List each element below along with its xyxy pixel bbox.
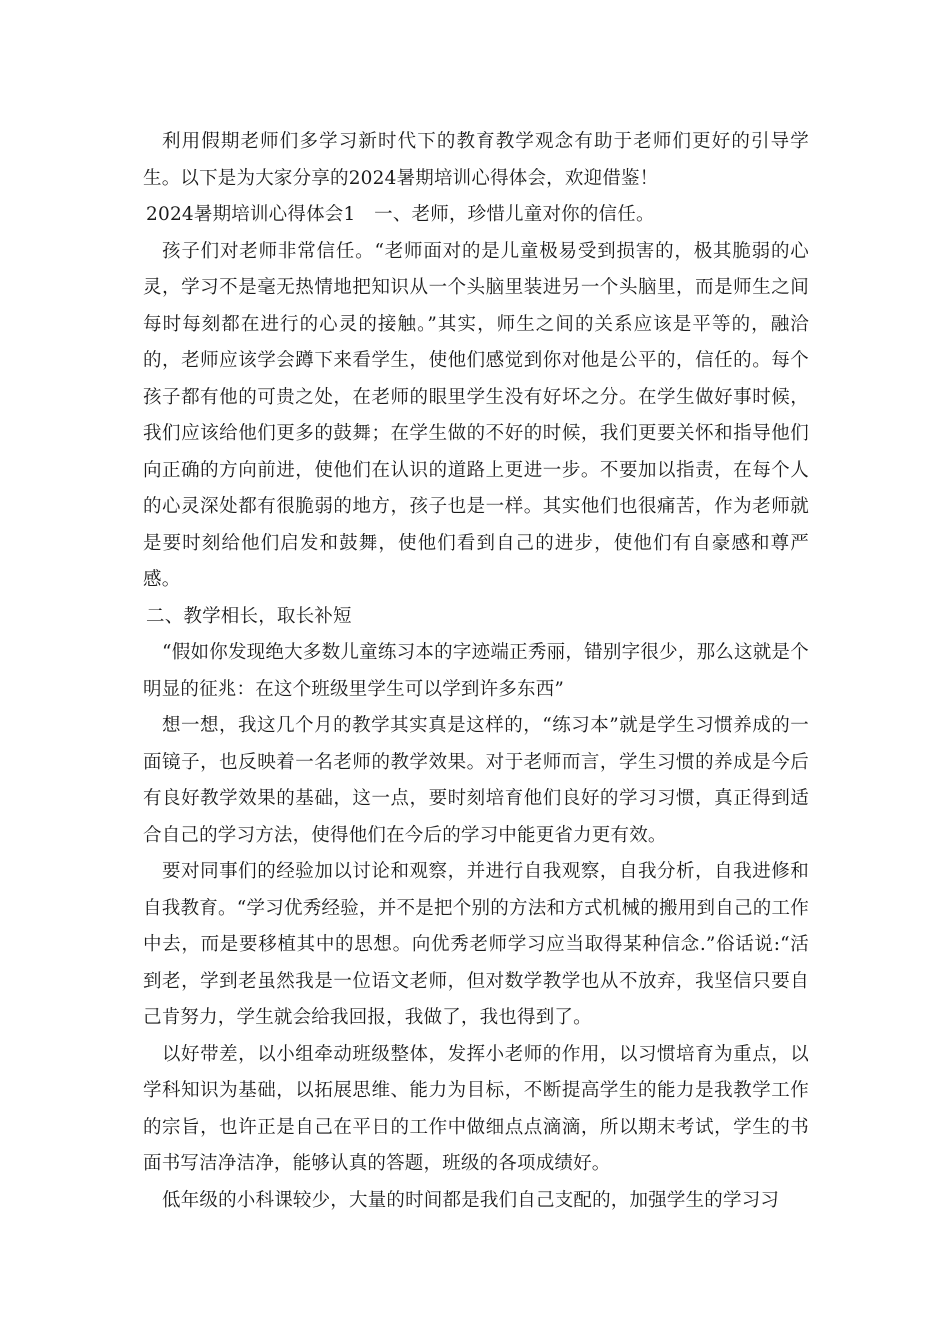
quote-paragraph: “假如你发现绝大多数儿童练习本的字迹端正秀丽，错别字很少，那么这就是个明显的征兆：在这个班级里学生可以学到许多东西” — [143, 642, 809, 700]
body-paragraph: 想一想，我这几个月的教学其实真是这样的，“练习本”就是学生习惯养成的一面镜子，也反映着一名老师的教学效果。对于老师而言，学生习惯的养成是今后有良好教学效果的基础，这一点，要时刻培育他们良好的学习习惯，真正得到适合自己的学习方法，使得他们在今后的学习中能更省力更有效。 — [143, 715, 809, 846]
document-body — [143, 124, 809, 1219]
intro-paragraph: 利用假期老师们多学习新时代下的教育教学观念有助于老师们更好的引导学生。以下是为大家分享的2024暑期培训心得体会，欢迎借鉴！ — [143, 131, 809, 189]
body-paragraph: 低年级的小科课较少，大量的时间都是我们自己支配的，加强学生的学习习 — [162, 1189, 780, 1211]
section-heading-1: 2024暑期培训心得体会1 一、老师，珍惜儿童对你的信任。 — [146, 204, 655, 225]
body-paragraph: 孩子们对老师非常信任。“老师面对的是儿童极易受到损害的，极其脆弱的心灵，学习不是毫无热情地把知识从一个头脑里装进另一个头脑里，而是师生之间每时每刻都在进行的心灵的接触。”其实，师生之间的关系应该是平等的，融洽的，老师应该学会蹲下来看学生，使他们感觉到你对他是公平的，信任的。每个孩子都有他的可贵之处，在老师的眼里学生没有好坏之分。在学生做好事时候，我们应该给他们更多的鼓舞；在学生做的不好的时候，我们更要关怀和指导他们向正确的方向前进，使他们在认识的道路上更进一步。不要加以指责，在每个人的心灵深处都有很脆弱的地方，孩子也是一样。其实他们也很痛苦，作为老师就是要时刻给他们启发和鼓舞，使他们看到自己的进步，使他们有自豪感和尊严感。 — [143, 240, 809, 590]
section-heading-2: 二、教学相长，取长补短 — [146, 605, 352, 627]
body-paragraph: 以好带差，以小组牵动班级整体，发挥小老师的作用，以习惯培育为重点，以学科知识为基础，以拓展思维、能力为目标，不断提高学生的能力是我教学工作的宗旨，也许正是自己在平日的工作中做细点点滴滴，所以期末考试，学生的书面书写洁净洁净，能够认真的答题，班级的各项成绩好。 — [143, 1043, 809, 1174]
body-paragraph: 要对同事们的经验加以讨论和观察，并进行自我观察，自我分析，自我进修和自我教育。“学习优秀经验，并不是把个别的方法和方式机械的搬用到自己的工作中去，而是要移植其中的思想。向优秀老师学习应当取得某种信念.”俗话说:“活到老，学到老虽然我是一位语文老师，但对数学教学也从不放弃，我坚信只要自己肯努力，学生就会给我回报，我做了，我也得到了。 — [143, 861, 809, 1028]
